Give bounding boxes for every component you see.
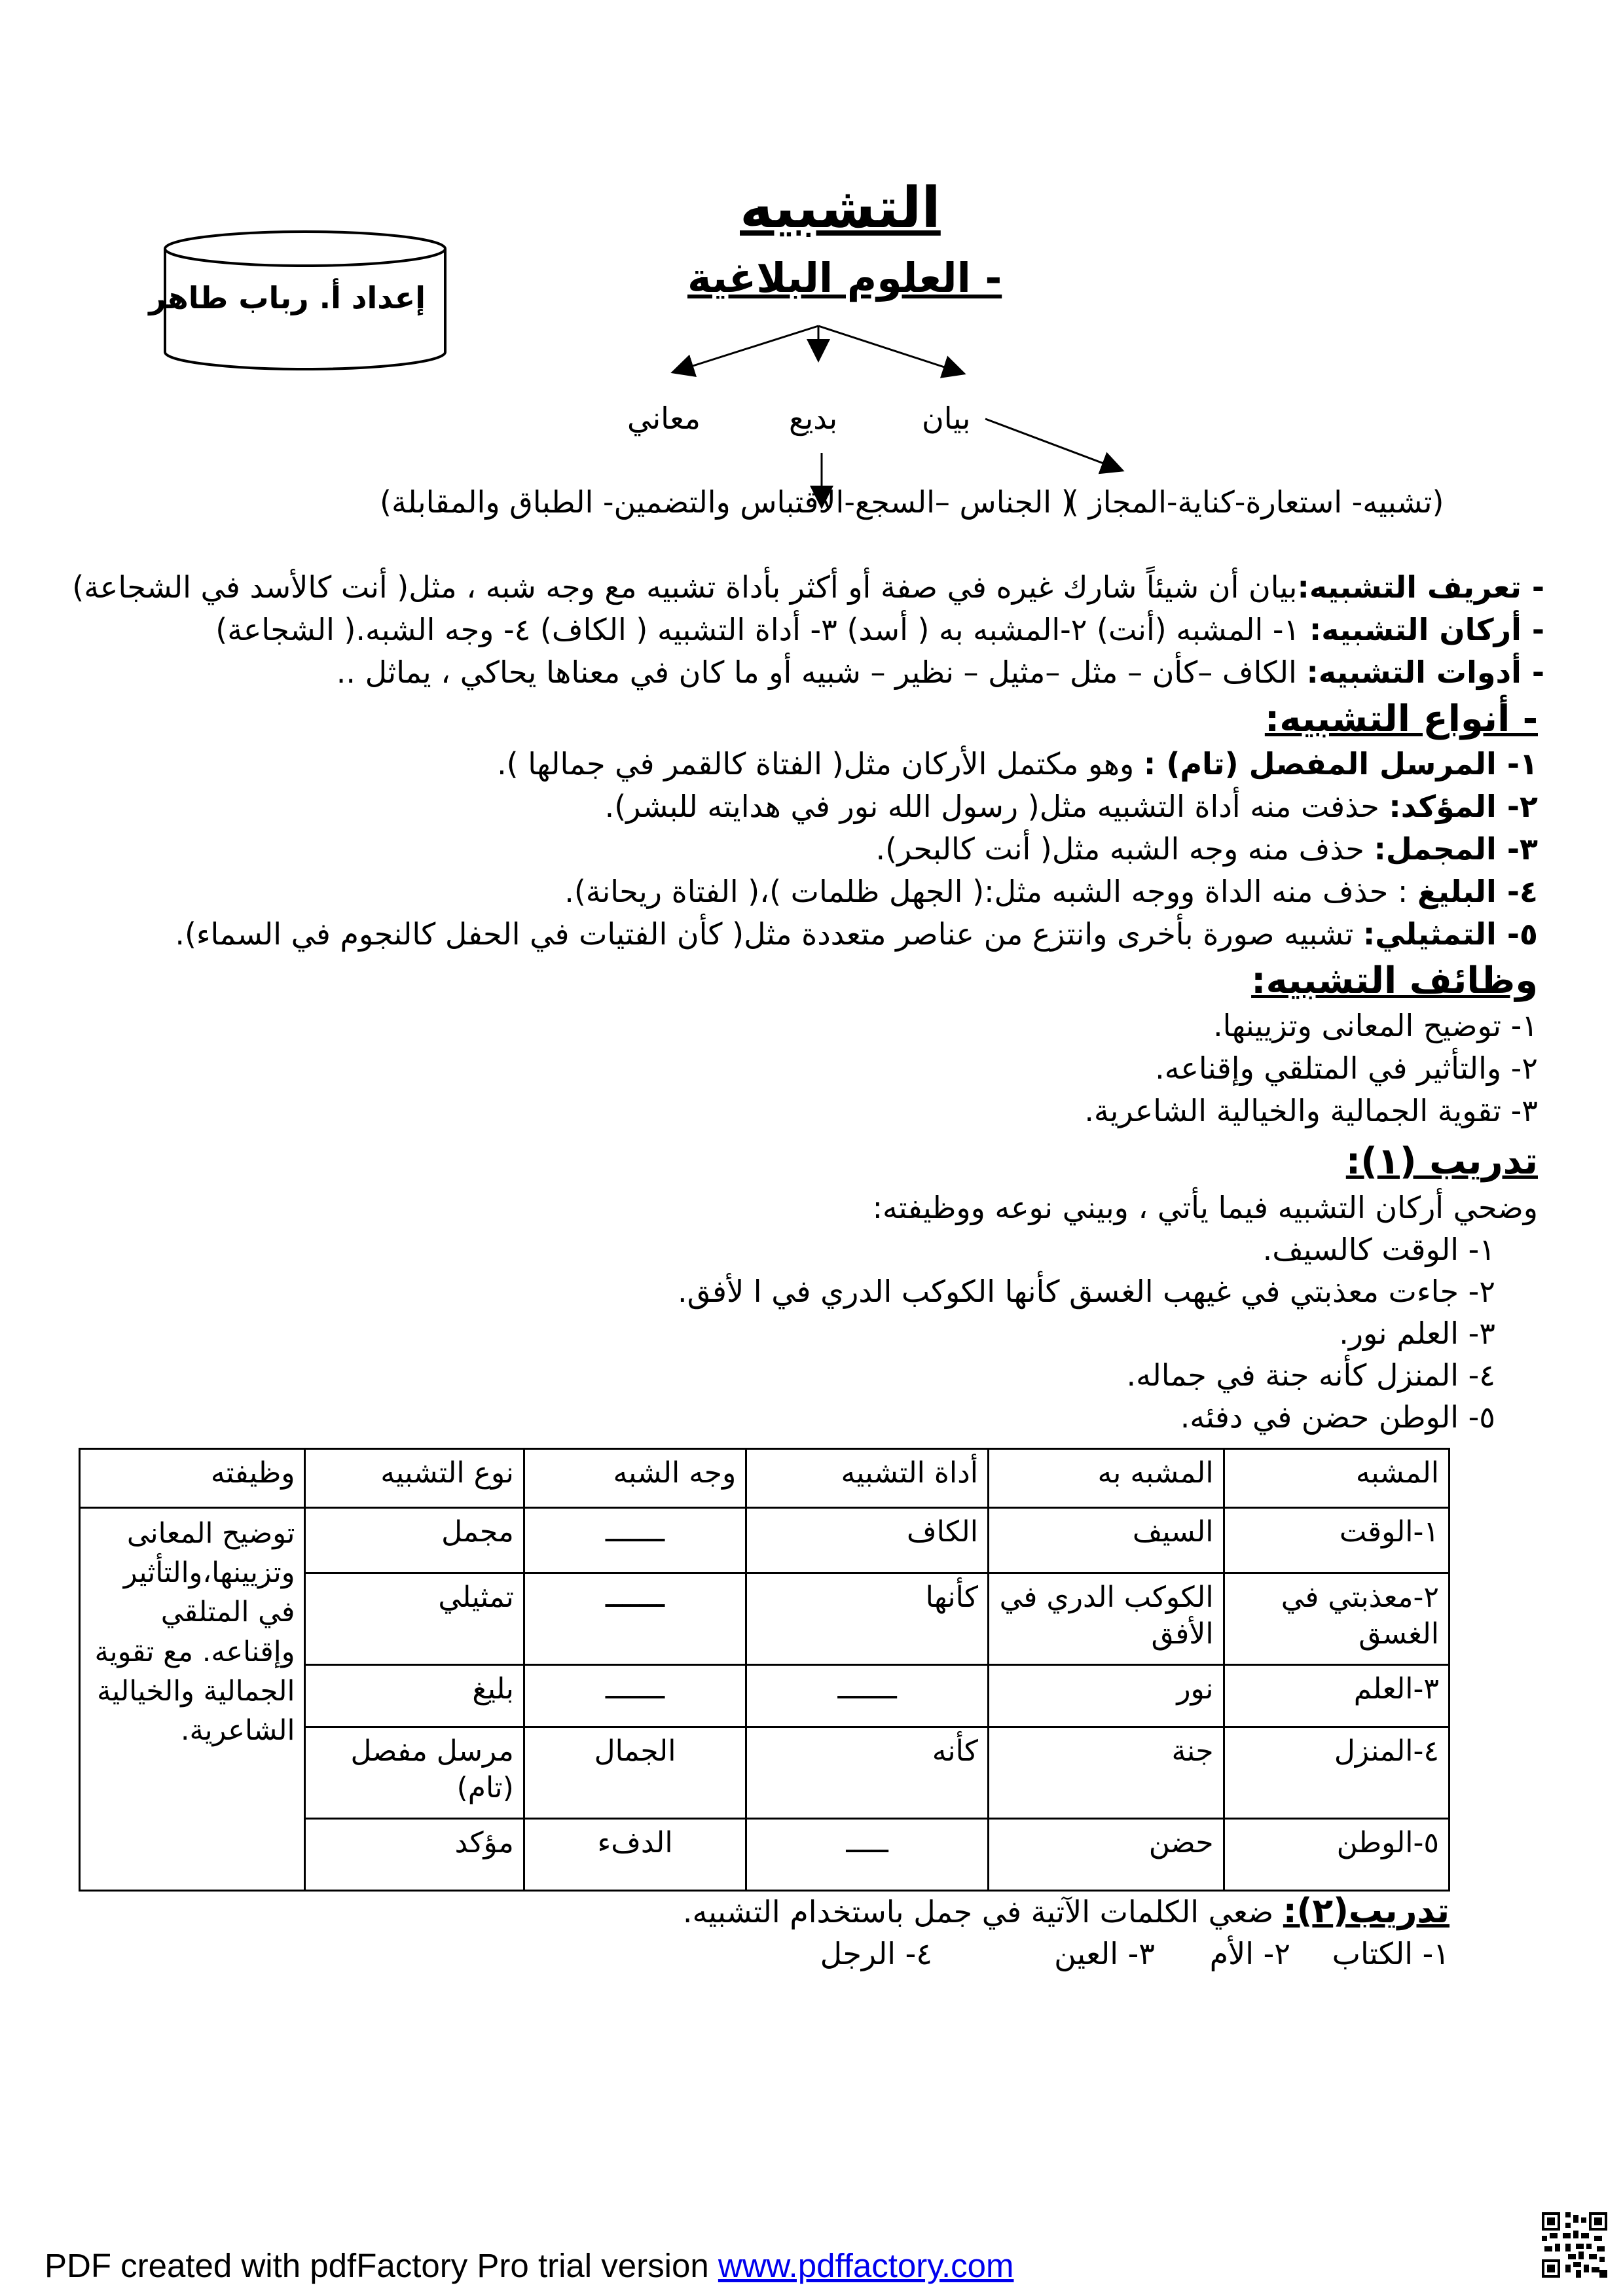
pillars-line (215, 612, 1544, 647)
exercise2-word: ٤- الرجل (820, 1936, 932, 1971)
table-cell: مؤكد (305, 1819, 524, 1891)
function-item: ٢- والتأثير في المتلقي وإقناعه. (1155, 1050, 1538, 1086)
type-text: حذف منه وجه الشبه مثل( أنت كالبحر). (875, 831, 1374, 867)
table-cell: الكوكب الدري في الأفق (988, 1573, 1224, 1665)
table-cell: مرسل مفصل (تام) (305, 1727, 524, 1819)
function-item: ١- توضيح المعانى وتزيينها. (1213, 1008, 1538, 1043)
page-title: التشبيه (740, 175, 941, 241)
table-cell: ـــــــ (524, 1508, 746, 1573)
exercise1-item: ٢- جاءت معذبتي في غيهب الغسق كأنها الكوكب الدري في ا لأفق. (677, 1274, 1495, 1309)
definition-line (72, 569, 1544, 605)
table-cell: ـــــــ (746, 1665, 989, 1727)
table-cell: تمثيلي (305, 1573, 524, 1665)
type-text: : حذف منه الداة ووجه الشبه مثل:( الجهل ظلمات )،( الفتاة ريحانة). (564, 874, 1418, 909)
type-label: ٣- المجمل: (1374, 831, 1538, 867)
qr-code-icon (1542, 2212, 1607, 2278)
pdf-footer (45, 2246, 1013, 2285)
table-header-row (80, 1449, 1450, 1508)
tools-line (337, 655, 1544, 690)
bayan-items: (تشبيه- استعارة-كناية-المجاز ) (1067, 484, 1444, 520)
table-cell: جنة (988, 1727, 1224, 1819)
type-label: ٢- المؤكد: (1389, 789, 1538, 824)
type-text: تشبيه صورة بأخرى وانتزع من عناصر متعددة مثل( كأن الفتيات في الحفل كالنجوم في السماء). (175, 916, 1363, 952)
table-cell: كأنه (746, 1727, 989, 1819)
definition-text: بيان أن شيئاً شارك غيره في صفة أو أكثر بأداة تشبيه مع وجه شبه ، مثل( أنت كالأسد في الشجاعة) (72, 569, 1298, 605)
exercise2-heading: تدريب(٢): (1283, 1892, 1450, 1931)
exercise1-item: ١- الوقت كالسيف. (1262, 1232, 1495, 1267)
tree-arrows (0, 0, 1623, 537)
exercise1-instruction: وضحي أركان التشبيه فيما يأتي ، وبيني نوعه ووظيفته: (872, 1190, 1538, 1225)
exercise2-instruction: ضعي الكلمات الآتية في جمل باستخدام التشبيه. (682, 1894, 1283, 1929)
type-item (497, 746, 1538, 781)
table-header-cell: المشبه (1224, 1449, 1449, 1508)
table-cell: الدفء (524, 1819, 746, 1891)
table-cell: مجمل (305, 1508, 524, 1573)
table-header-cell: المشبه به (988, 1449, 1224, 1508)
tools-text: الكاف –كأن – مثل –مثيل – نظير – شبيه أو ما كان في معناها يحاكي ، يماثل .. (336, 655, 1307, 690)
function-item: ٣- تقوية الجمالية والخيالية الشاعرية. (1084, 1093, 1538, 1128)
types-heading: - أنواع التشبيه: (1264, 698, 1538, 740)
table-cell: ـــــ (746, 1819, 989, 1891)
table-header-cell: أداة التشبيه (746, 1449, 989, 1508)
footer-text: PDF created with pdfFactory Pro trial version (45, 2247, 718, 2284)
definition-label: - تعريف التشبيه: (1297, 569, 1544, 605)
function-cell: توضيح المعانى وتزيينها،والتأثير في المتلقي وإقناعه. مع تقوية الجمالية والخيالية الشاعرية. (80, 1508, 305, 1891)
type-label: ١- المرسل المفصل (تام) : (1143, 746, 1538, 781)
type-label: ٤- البليغ (1417, 874, 1538, 909)
table-cell: ـــــــ (524, 1665, 746, 1727)
answer-table (79, 1448, 1450, 1892)
branch-maani: معاني (627, 401, 701, 436)
pillars-label: - أركان التشبيه: (1309, 612, 1544, 647)
functions-heading: وظائف التشبيه: (1251, 960, 1538, 1002)
branch-bayan: بيان (922, 401, 971, 436)
table-cell: كأنها (746, 1573, 989, 1665)
table-header-cell: وظيفته (80, 1449, 305, 1508)
table-cell: ١-الوقت (1224, 1508, 1449, 1573)
footer-link[interactable]: www.pdffactory.com (718, 2247, 1014, 2284)
table-cell: ٢-معذبتي في الغسق (1224, 1573, 1449, 1665)
table-header-cell: نوع التشبيه (305, 1449, 524, 1508)
type-label: ٥- التمثيلي: (1362, 916, 1538, 952)
exercise1-item: ٤- المنزل كأنه جنة في جماله. (1126, 1357, 1495, 1393)
table-cell: ٥-الوطن (1224, 1819, 1449, 1891)
table-cell: بليغ (305, 1665, 524, 1727)
page-subtitle: - العلوم البلاغية (687, 254, 1002, 302)
author-credit: إعداد أ. رباب طاهر (149, 280, 426, 315)
tools-label: - أدوات التشبيه: (1306, 655, 1544, 690)
table-cell: السيف (988, 1508, 1224, 1573)
exercise1-item: ٥- الوطن حضن في دفئه. (1180, 1399, 1495, 1435)
pillars-text: ١- المشبه (أنت) ٢-المشبه به ( أسد) ٣- أداة التشبيه ( الكاف) ٤- وجه الشبه.( الشجاعة) (215, 612, 1309, 647)
type-text: حذفت منه أداة التشبيه مثل( رسول الله نور في هدايته للبشر). (604, 789, 1389, 824)
type-text: وهو مكتمل الأركان مثل( الفتاة كالقمر في جمالها ). (497, 746, 1144, 781)
table-cell: الكاف (746, 1508, 989, 1573)
exercise1-item: ٣- العلم نور. (1339, 1316, 1495, 1351)
exercise2-word: ٢- الأم (1209, 1936, 1290, 1971)
table-header-cell: وجه الشبه (524, 1449, 746, 1508)
type-item (605, 789, 1538, 824)
table-cell: الجمال (524, 1727, 746, 1819)
type-item (875, 831, 1538, 867)
table-cell: حضن (988, 1819, 1224, 1891)
exercise2-word: ٣- العين (1054, 1936, 1155, 1971)
branch-badie: بديع (789, 401, 838, 436)
exercise2-word: ١- الكتاب (1332, 1936, 1450, 1971)
type-item (175, 916, 1538, 952)
table-cell: ٤-المنزل (1224, 1727, 1449, 1819)
table-cell: ـــــــ (524, 1573, 746, 1665)
exercise2-line (683, 1892, 1450, 1931)
table-cell: ٣-العلم (1224, 1665, 1449, 1727)
badie-items: ( الجناس –السجع-الاقتباس والتضمين- الطباق والمقابلة) (380, 484, 1073, 520)
type-item (564, 874, 1538, 909)
table-row (80, 1508, 1450, 1573)
exercise1-heading: تدريب (١): (1345, 1140, 1538, 1183)
table-cell: نور (988, 1665, 1224, 1727)
